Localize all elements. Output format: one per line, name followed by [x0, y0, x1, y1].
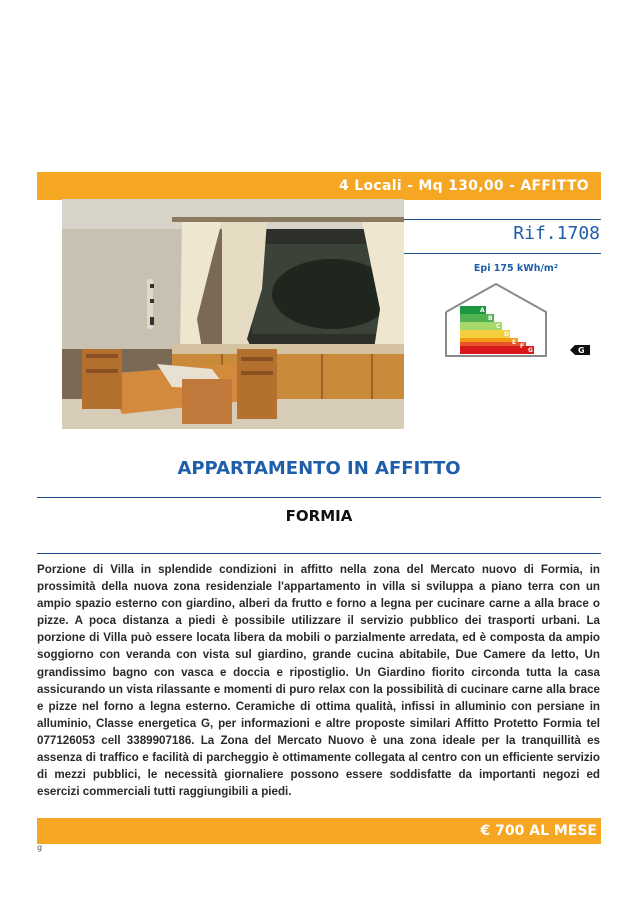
energy-label-a: A [480, 307, 485, 314]
divider-top [404, 219, 601, 220]
energy-label-f: F [520, 343, 525, 350]
energy-label-e: E [512, 339, 517, 346]
page-mark: g [37, 843, 43, 852]
city-name: FORMIA [285, 507, 353, 525]
divider-title [37, 497, 601, 498]
listing-title: APPARTAMENTO IN AFFITTO [177, 458, 461, 479]
epi-value: Epi 175 kWh/m² [473, 263, 558, 274]
price-bar [37, 818, 601, 844]
energy-label-g: G [528, 347, 533, 354]
listing-description: Porzione di Villa in splendide condizioni in affitto nella zona del Mercato nuovo di Formia, in prossimità della nuova zona residenziale l'appartamento in villa si sviluppa a piano terra con un ampio spazio esterno con giardino, alberi da frutto e forno a legna per cucinare carne a alla brace o pizze. A poca distanza a piedi è possibile utilizzare il servizio pubblico dei trasporti urbani. La porzione di Villa può essere locata libera da mobili o parzialmente arredata, ed è composta da ampio soggiorno con veranda con vista sul giardino, grande cucina abitabile, Due Camere da letto, Un grandissimo bagno con vasca e doccia e ripostiglio. Un Giardino fiorito circonda tutta la casa assicurando un vista rilassante e momenti di puro relax con la possibilità di cucinare carne alla brace e pizze nel forno a legna esterno. Ceramiche di ottima qualità, infissi in alluminio con persiane in alluminio, Classe energetica G, per informazioni e altre proposte similari Affitto Protetto Formia tel 077126053 cell 3389907186. La Zona del Mercato Nuovo è una zona ideale per la tranquillità es assenza di traffico e facilità di parcheggio è ottimamente collegata al centro con un efficiente servizio di mezzi pubblici, le necessità giornaliere possono essere soddisfatte da importanti negozi ed esercizi commerciali tutti raggiungibili a piedi. [37, 563, 600, 799]
energy-label-c: C [496, 323, 501, 330]
header-bar [37, 172, 601, 200]
divider-city [37, 553, 601, 554]
energy-label-b: B [488, 315, 493, 322]
listing-summary: 4 Locali - Mq 130,00 - AFFITTO [339, 178, 589, 194]
price: € 700 AL MESE [480, 823, 597, 839]
divider-ref [404, 253, 601, 254]
energy-class-icon [444, 282, 592, 362]
energy-label-d: D [504, 331, 509, 338]
reference-code: Rif.1708 [513, 223, 600, 244]
property-photo [62, 199, 404, 429]
energy-class-badge: G [578, 346, 585, 355]
